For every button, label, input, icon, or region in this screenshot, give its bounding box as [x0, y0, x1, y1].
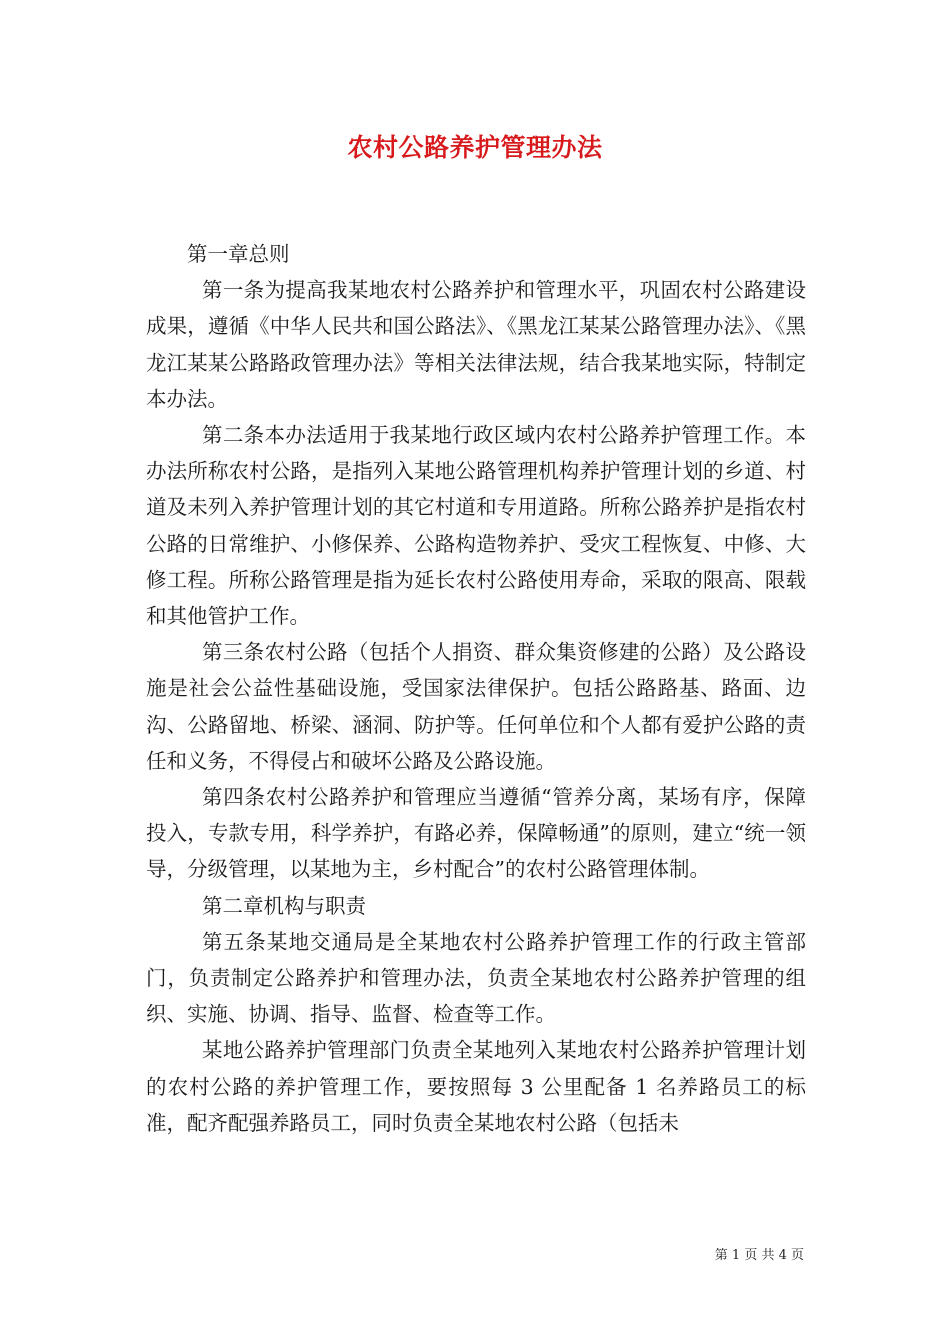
- chapter-heading: 第一章总则: [187, 242, 290, 266]
- article-paragraph: 某地公路养护管理部门负责全某地列入某地农村公路养护管理计划的农村公路的养护管理工作，要按照每 3 公里配备 1 名养路员工的标准，配齐配强养路员工，同时负责全某地农村公路（包括未: [146, 1038, 806, 1135]
- article-paragraph: 第五条某地交通局是全某地农村公路养护管理工作的行政主管部门，负责制定公路养护和管理办法，负责全某地农村公路养护管理的组织、实施、协调、指导、监督、检查等工作。: [146, 929, 806, 1027]
- article-paragraph: 第四条农村公路养护和管理应当遵循“管养分离，某场有序，保障投入，专款专用，科学养护，有路必养，保障畅通”的原则，建立“统一领导，分级管理，以某地为主，乡村配合”的农村公路管理体制。: [146, 785, 806, 882]
- article-paragraph: 第三条农村公路（包括个人捐资、群众集资修建的公路）及公路设施是社会公益性基础设施，受国家法律保护。包括公路路基、路面、边沟、公路留地、桥梁、涵洞、防护等。任何单位和个人都有爱护公路的责任和义务，不得侵占和破坏公路及公路设施。: [146, 640, 806, 773]
- document-body: [146, 236, 806, 1141]
- article-paragraph: 第二条本办法适用于我某地行政区域内农村公路养护管理工作。本办法所称农村公路，是指列入某地公路管理机构养护管理计划的乡道、村道及未列入养护管理计划的其它村道和专用道路。所称公路养护是指农村公路的日常维护、小修保养、公路构造物养护、受灾工程恢复、中修、大修工程。所称公路管理是指为延长农村公路使用寿命，采取的限高、限载和其他管护工作。: [146, 423, 806, 629]
- article-paragraph: 第一条为提高我某地农村公路养护和管理水平，巩固农村公路建设成果，遵循《中华人民共和国公路法》、《黑龙江某某公路管理办法》、《黑龙江某某公路路政管理办法》等相关法律法规，结合我某地实际，特制定本办法。: [146, 278, 806, 411]
- chapter-heading: 第二章机构与职责: [202, 893, 366, 918]
- document-title: 农村公路养护管理办法: [347, 133, 603, 162]
- page-number: 第 1 页 共 4 页: [714, 1248, 804, 1263]
